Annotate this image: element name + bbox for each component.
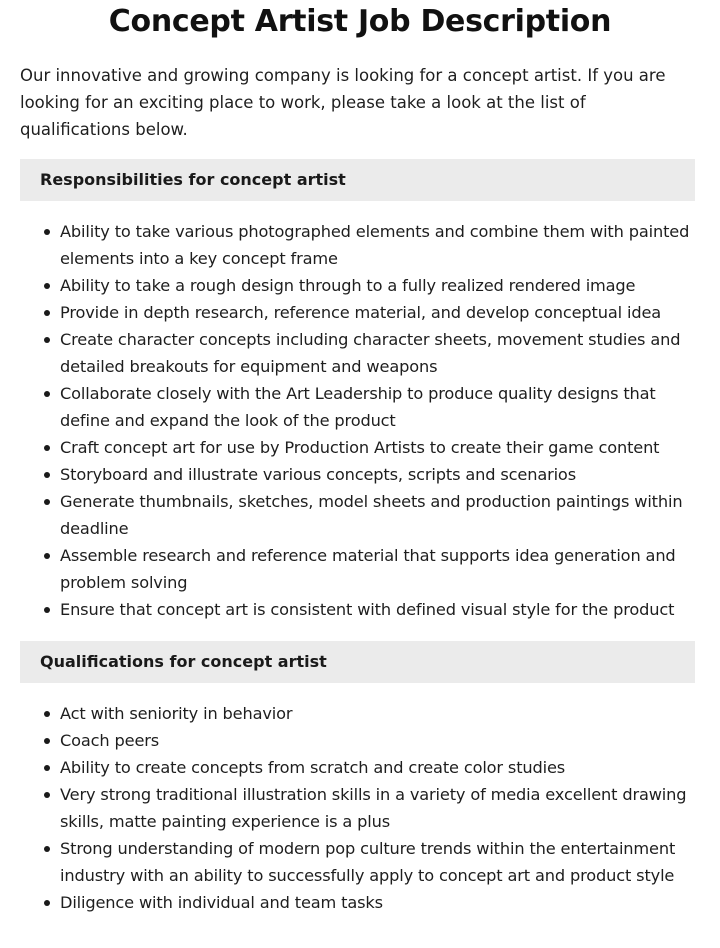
bullet-icon — [44, 472, 50, 478]
intro-paragraph: Our innovative and growing company is looking for a concept artist. If you are looking for an exciting place to work, please take a look at the list of qualifications below. — [20, 66, 666, 139]
qualifications-heading: Qualifications for concept artist — [20, 641, 695, 683]
responsibilities-heading: Responsibilities for concept artist — [20, 159, 695, 201]
list-item-text: Ability to take various photographed elements and combine them with painted elements into a key concept frame — [60, 222, 690, 268]
list-item-text: Ability to take a rough design through to a fully realized rendered image — [60, 276, 636, 295]
list-item-text: Coach peers — [60, 731, 160, 750]
bullet-icon — [44, 792, 50, 798]
bullet-icon — [44, 553, 50, 559]
list-item-text: Craft concept art for use by Production Artists to create their game content — [60, 438, 660, 457]
list-item-text: Storyboard and illustrate various concepts, scripts and scenarios — [60, 465, 576, 484]
bullet-icon — [44, 607, 50, 613]
list-item — [60, 326, 700, 380]
bullet-icon — [44, 846, 50, 852]
bullet-icon — [44, 900, 50, 906]
list-item — [60, 889, 700, 916]
list-item-text: Act with seniority in behavior — [60, 704, 293, 723]
bullet-icon — [44, 283, 50, 289]
responsibilities-list — [0, 218, 700, 623]
list-item-text: Ensure that concept art is consistent with defined visual style for the product — [60, 600, 675, 619]
list-item — [60, 700, 700, 727]
list-item-text: Generate thumbnails, sketches, model sheets and production paintings within deadline — [60, 492, 683, 538]
bullet-icon — [44, 229, 50, 235]
list-item — [60, 488, 700, 542]
list-item — [60, 218, 700, 272]
bullet-icon — [44, 445, 50, 451]
list-item-text: Very strong traditional illustration skills in a variety of media excellent drawing skills, matte painting experience is a plus — [60, 785, 687, 831]
list-item — [60, 542, 700, 596]
qualifications-list — [0, 700, 700, 916]
list-item — [60, 754, 700, 781]
bullet-icon — [44, 391, 50, 397]
bullet-icon — [44, 337, 50, 343]
bullet-icon — [44, 499, 50, 505]
list-item — [60, 434, 700, 461]
list-item — [60, 299, 700, 326]
list-item-text: Diligence with individual and team tasks — [60, 893, 383, 912]
list-item-text: Strong understanding of modern pop culture trends within the entertainment industry with an ability to successfully apply to concept art and product style — [60, 839, 676, 885]
list-item — [60, 596, 700, 623]
bullet-icon — [44, 711, 50, 717]
list-item — [60, 461, 700, 488]
bullet-icon — [44, 738, 50, 744]
list-item-text: Ability to create concepts from scratch and create color studies — [60, 758, 566, 777]
list-item — [60, 272, 700, 299]
list-item — [60, 380, 700, 434]
page-title: Concept Artist Job Description — [108, 4, 612, 39]
list-item — [60, 727, 700, 754]
list-item — [60, 781, 700, 835]
bullet-icon — [44, 765, 50, 771]
list-item-text: Collaborate closely with the Art Leadership to produce quality designs that define and expand the look of the product — [60, 384, 656, 430]
list-item-text: Create character concepts including character sheets, movement studies and detailed breakouts for equipment and weapons — [60, 330, 681, 376]
bullet-icon — [44, 310, 50, 316]
list-item — [60, 835, 700, 889]
list-item-text: Assemble research and reference material that supports idea generation and problem solving — [60, 546, 676, 592]
list-item-text: Provide in depth research, reference material, and develop conceptual idea — [60, 303, 662, 322]
